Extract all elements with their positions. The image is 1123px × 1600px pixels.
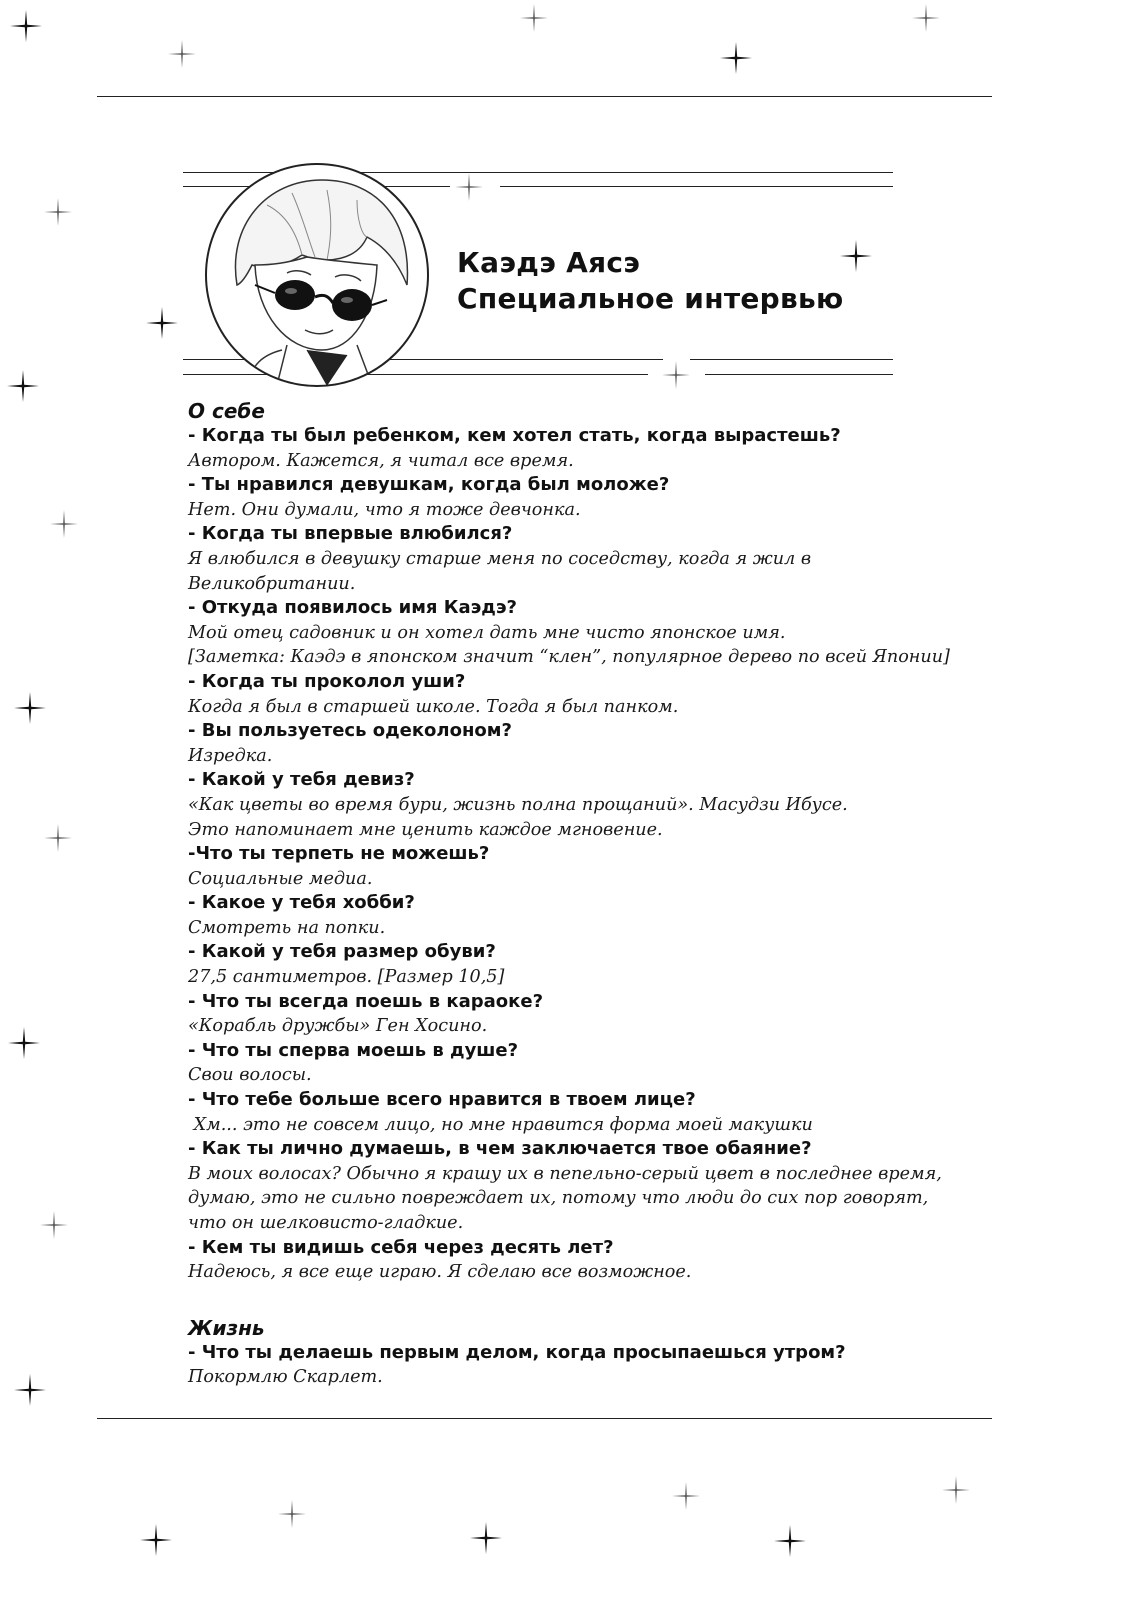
- sparkle-icon: [516, 0, 552, 36]
- interview-question: - Кем ты видишь себя через десять лет?: [188, 1236, 614, 1258]
- sparkle-icon: [40, 820, 76, 856]
- interview-answer: Надеюсь, я все еще играю. Я сделаю все возможное.: [188, 1262, 692, 1283]
- interview-question: - Какое у тебя хобби?: [188, 892, 415, 914]
- interview-content: [188, 398, 1003, 1390]
- sparkle-icon: [274, 1496, 310, 1532]
- sparkle-icon: [138, 1522, 174, 1558]
- sparkle-icon: [8, 8, 44, 44]
- sparkle-icon: [46, 506, 82, 542]
- banner-line-bottom-2b: [705, 374, 893, 375]
- interview-answer: Хм... это не совсем лицо, но мне нравится форма моей макушки: [188, 1114, 813, 1135]
- sparkle-icon: [451, 169, 487, 205]
- sparkle-icon: [772, 1523, 808, 1559]
- section-title: О себе: [188, 399, 265, 423]
- interview-answer: 27,5 сантиметров. [Размер 10,5]: [188, 967, 505, 988]
- sparkle-icon: [40, 194, 76, 230]
- interview-answer: Смотреть на попки.: [188, 917, 386, 938]
- interview-question: - Когда ты впервые влюбился?: [188, 523, 513, 545]
- interview-answer: что он шелковисто-гладкие.: [188, 1213, 464, 1233]
- interview-question: - Как ты лично думаешь, в чем заключается твое обаяние?: [188, 1138, 812, 1160]
- sparkle-icon: [718, 40, 754, 76]
- interview-answer: Великобритании.: [188, 573, 356, 594]
- sparkle-icon: [144, 305, 180, 341]
- sparkle-icon: [668, 1478, 704, 1514]
- interview-answer: «Корабль дружбы» Ген Хосино.: [188, 1016, 488, 1037]
- banner-line-top-2b: [500, 186, 893, 187]
- sparkle-icon: [12, 690, 48, 726]
- interview-answer: Когда я был в старшей школе. Тогда я был панком.: [188, 696, 679, 717]
- section-title: Жизнь: [188, 1315, 265, 1340]
- interview-answer: Автором. Кажется, я читал все время.: [188, 450, 574, 471]
- sparkle-icon: [5, 368, 41, 404]
- interview-answer: Социальные медиа.: [188, 868, 373, 889]
- interview-title: [457, 245, 844, 317]
- sparkle-icon: [938, 1472, 974, 1508]
- interview-question: - Что тебе больше всего нравится в твоем лице?: [188, 1089, 696, 1111]
- interview-answer: Изредка.: [188, 745, 273, 766]
- interview-question: -Что ты терпеть не можешь?: [188, 843, 490, 865]
- sparkle-icon: [658, 357, 694, 393]
- sparkle-icon: [6, 1025, 42, 1061]
- title-name: Каэдэ Аясэ: [457, 246, 641, 279]
- sparkle-icon: [12, 1372, 48, 1408]
- interview-answer: Мой отец садовник и он хотел дать мне чисто японское имя.: [188, 622, 786, 643]
- top-rule: [97, 96, 992, 97]
- section-gap: [188, 1285, 1003, 1315]
- sparkle-icon: [838, 238, 874, 274]
- interview-answer: Нет. Они думали, что я тоже девчонка.: [188, 499, 581, 520]
- interview-answer: [Заметка: Каэдэ в японском значит “клен”, популярное дерево по всей Японии]: [188, 647, 950, 668]
- interview-question: - Какой у тебя девиз?: [188, 769, 415, 791]
- interview-answer: Я влюбился в девушку старше меня по соседству, когда я жил в: [188, 548, 812, 569]
- portrait-drawing: [207, 165, 427, 385]
- interview-question: - Откуда появилось имя Каэдэ?: [188, 597, 517, 619]
- interview-question: - Какой у тебя размер обуви?: [188, 941, 496, 963]
- interview-answer: В моих волосах? Обычно я крашу их в пепельно-серый цвет в последнее время,: [188, 1163, 942, 1184]
- sparkle-icon: [36, 1207, 72, 1243]
- interview-question: - Когда ты был ребенком, кем хотел стать, когда вырастешь?: [188, 425, 841, 446]
- portrait-illustration: [205, 163, 429, 387]
- interview-question: - Ты нравился девушкам, когда был моложе?: [188, 474, 670, 496]
- banner-line-bottom-1b: [690, 359, 893, 360]
- sparkle-icon: [468, 1520, 504, 1556]
- title-subtitle: Специальное интервью: [457, 282, 844, 315]
- bottom-rule: [97, 1418, 992, 1419]
- interview-question: - Что ты всегда поешь в караоке?: [188, 990, 544, 1012]
- interview-answer: Свои волосы.: [188, 1065, 312, 1086]
- interview-question: - Вы пользуетесь одеколоном?: [188, 720, 512, 742]
- interview-question: - Когда ты проколол уши?: [188, 670, 466, 692]
- interview-answer: Покормлю Скарлет.: [188, 1367, 383, 1388]
- banner-line-bottom-2a: [183, 374, 648, 375]
- interview-answer: думаю, это не сильно повреждает их, потому что люди до сих пор говорят,: [188, 1188, 929, 1209]
- interview-answer: Это напоминает мне ценить каждое мгновение.: [188, 819, 663, 840]
- sparkle-icon: [164, 36, 200, 72]
- interview-question: - Что ты сперва моешь в душе?: [188, 1039, 519, 1061]
- sparkle-icon: [908, 0, 944, 36]
- interview-question: - Что ты делаешь первым делом, когда просыпаешься утром?: [188, 1341, 846, 1363]
- interview-answer: «Как цветы во время бури, жизнь полна прощаний». Масудзи Ибусе.: [188, 794, 848, 815]
